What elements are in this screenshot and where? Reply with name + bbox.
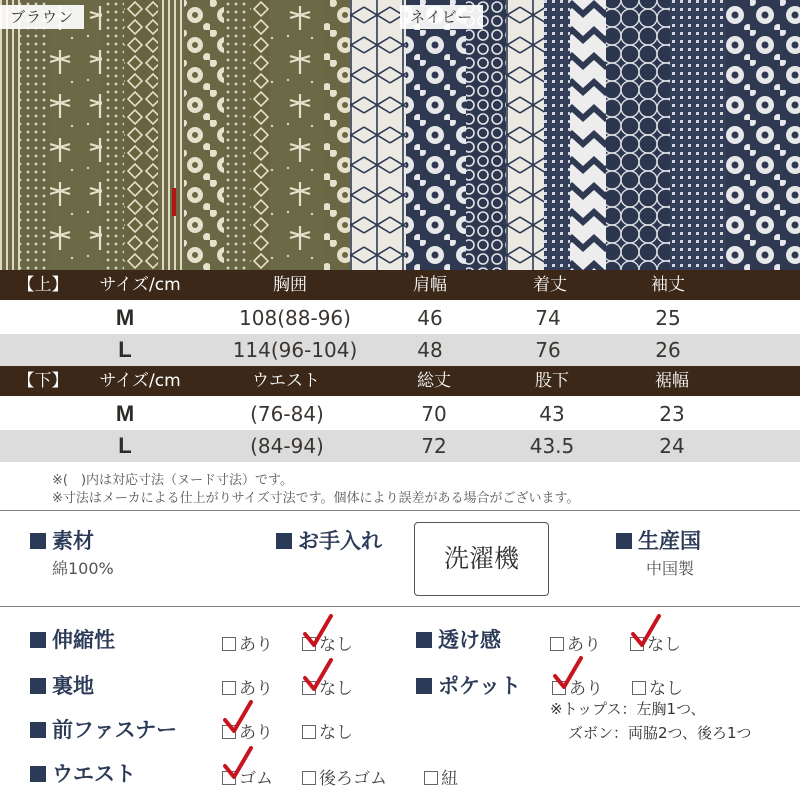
table-row — [0, 430, 800, 462]
origin-value: 中国製 — [646, 559, 695, 578]
swatch-label-navy: ネイビー — [400, 5, 483, 29]
fastener-heading: 前ファスナー — [30, 714, 177, 744]
header-inseam: 股下 — [535, 371, 569, 391]
table-cell: (84-94) — [250, 434, 324, 458]
checkbox-icon — [302, 725, 316, 739]
checkbox-icon — [424, 771, 438, 785]
square-bullet-icon — [30, 533, 46, 549]
checkbox-icon — [632, 681, 646, 695]
fastener-option-yes: あり — [222, 718, 273, 743]
table-row — [0, 334, 800, 366]
pocket-note: ズボン：両脇2つ、後ろ1つ — [568, 724, 752, 742]
checkbox-icon — [222, 637, 236, 651]
fabric-photo — [0, 0, 800, 270]
header-total-length: 総丈 — [417, 371, 451, 391]
table-cell: 48 — [417, 338, 443, 362]
table-cell: 74 — [535, 306, 561, 330]
square-bullet-icon — [616, 533, 632, 549]
sheer-heading: 透け感 — [416, 624, 501, 654]
waist-heading: ウエスト — [30, 758, 136, 788]
check-mark-icon — [302, 658, 334, 694]
waist-option-elastic: ゴム — [222, 764, 273, 789]
header-chest: 胸囲 — [273, 275, 307, 295]
lining-heading: 裏地 — [30, 670, 94, 700]
header-length: 着丈 — [533, 275, 567, 295]
square-bullet-icon — [30, 722, 46, 738]
pocket-option-no: なし — [632, 674, 683, 699]
origin-heading: 生産国 — [616, 525, 701, 555]
lining-option-no: なし — [302, 674, 353, 699]
header-size: サイズ/cm — [99, 275, 181, 295]
waist-option-back-elastic: 後ろゴム — [302, 764, 387, 789]
square-bullet-icon — [416, 678, 432, 694]
table-cell: 43.5 — [529, 434, 575, 458]
divider — [0, 510, 800, 511]
table-row — [0, 398, 800, 430]
lining-option-yes: あり — [222, 674, 273, 699]
stretch-heading: 伸縮性 — [30, 624, 115, 654]
check-mark-icon — [222, 746, 254, 782]
table-cell: 72 — [421, 434, 447, 458]
check-mark-icon — [302, 614, 334, 650]
pocket-heading: ポケット — [416, 670, 521, 700]
top-table-tag: 【上】 — [17, 275, 69, 295]
sheer-option-no: なし — [630, 630, 681, 655]
swatch-label-brown: ブラウン — [0, 5, 84, 29]
table-cell: 23 — [659, 402, 685, 426]
sheer-option-yes: あり — [550, 630, 601, 655]
table-cell: 108(88-96) — [239, 306, 351, 330]
square-bullet-icon — [30, 632, 46, 648]
table-cell: 26 — [655, 338, 681, 362]
check-mark-icon — [630, 614, 662, 650]
bottom-table-header — [0, 366, 800, 396]
material-value: 綿100% — [52, 559, 114, 578]
size-label: L — [118, 337, 132, 362]
pocket-note: ※トップス：左胸1つ、 — [550, 700, 706, 718]
checkbox-icon — [550, 637, 564, 651]
header-shoulder: 肩幅 — [413, 275, 447, 295]
table-cell: (76-84) — [250, 402, 324, 426]
square-bullet-icon — [30, 678, 46, 694]
table-cell: 46 — [417, 306, 443, 330]
size-label: M — [115, 401, 135, 426]
checkbox-icon — [302, 771, 316, 785]
table-cell: 24 — [659, 434, 685, 458]
square-bullet-icon — [30, 766, 46, 782]
care-value-box: 洗濯機 — [414, 522, 549, 596]
waist-option-drawstring: 紐 — [424, 764, 458, 789]
fabric-pattern-image — [0, 0, 800, 270]
header-sleeve: 袖丈 — [651, 275, 685, 295]
size-label: M — [115, 305, 135, 330]
material-heading: 素材 — [30, 525, 94, 555]
pocket-option-yes: あり — [552, 674, 603, 699]
size-note: ※( )内は対応寸法（ヌード寸法）です。 — [52, 473, 293, 488]
stretch-option-yes: あり — [222, 630, 273, 655]
square-bullet-icon — [276, 533, 292, 549]
table-cell: 25 — [655, 306, 681, 330]
header-waist: ウエスト — [252, 371, 320, 391]
size-note: ※寸法はメーカによる仕上がりサイズ寸法です。個体により誤差がある場合がございます。 — [52, 491, 580, 506]
header-size: サイズ/cm — [99, 371, 181, 391]
square-bullet-icon — [416, 632, 432, 648]
header-hem-width: 裾幅 — [655, 371, 689, 391]
table-cell: 76 — [535, 338, 561, 362]
table-row — [0, 302, 800, 334]
size-label: L — [118, 433, 132, 458]
fastener-option-no: なし — [302, 718, 353, 743]
table-cell: 43 — [539, 402, 565, 426]
care-heading: お手入れ — [276, 525, 382, 555]
check-mark-icon — [222, 700, 254, 736]
divider — [0, 606, 800, 607]
table-cell: 70 — [421, 402, 447, 426]
bottom-table-tag: 【下】 — [17, 371, 69, 391]
top-table-header — [0, 270, 800, 300]
checkbox-icon — [222, 681, 236, 695]
stretch-option-no: なし — [302, 630, 353, 655]
table-cell: 114(96-104) — [232, 338, 358, 362]
check-mark-icon — [552, 656, 584, 692]
